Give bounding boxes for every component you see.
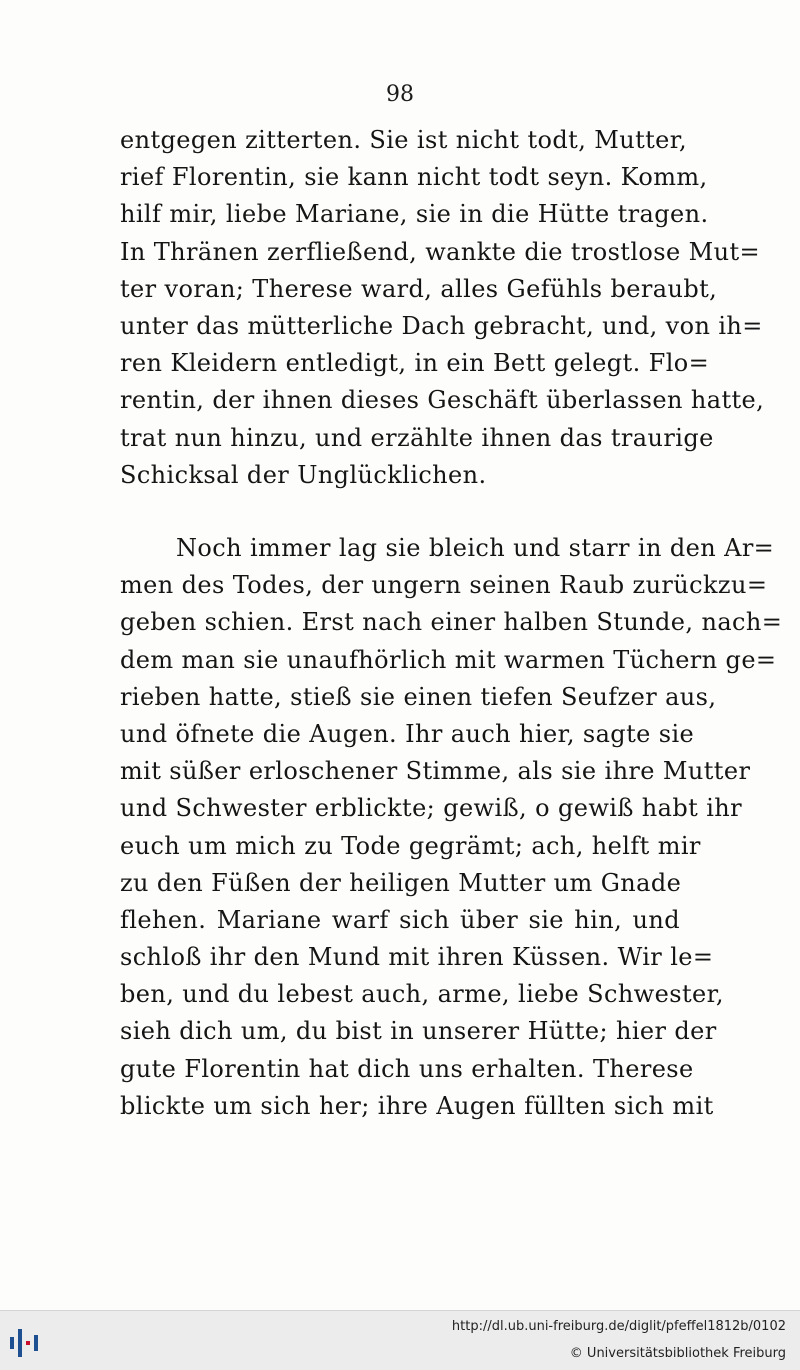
text-line: euch um mich zu Tode gegrämt; ach, helft mir — [120, 831, 701, 860]
text-line: ren Kleidern entledigt, in ein Bett gelegt. Flo= — [120, 349, 710, 378]
permalink-url[interactable]: http://dl.ub.uni-freiburg.de/diglit/pfeffel1812b/0102 — [451, 1319, 786, 1334]
text-line: rieben hatte, stieß sie einen tiefen Seufzer aus, — [120, 682, 717, 711]
page-number: 98 — [386, 82, 414, 107]
paragraph-1 — [120, 122, 765, 494]
text-line: zu den Füßen der heiligen Mutter um Gnade — [120, 868, 682, 897]
footer-bar — [0, 1310, 800, 1370]
logo-bar-1 — [10, 1337, 14, 1349]
logo-bar-2 — [18, 1329, 22, 1357]
text-line: hilf mir, liebe Mariane, sie in die Hütte tragen. — [120, 200, 709, 229]
text-line: Schicksal der Unglücklichen. — [120, 460, 487, 489]
text-line: Noch immer lag sie bleich und starr in den Ar= — [176, 534, 775, 562]
text-line: ter voran; Therese ward, alles Gefühls beraubt, — [120, 274, 718, 303]
text-line: geben schien. Erst nach einer halben Stunde, nach= — [120, 608, 783, 637]
text-line: mit süßer erloschener Stimme, als sie ihre Mutter — [120, 757, 751, 786]
ub-freiburg-logo-icon — [8, 1323, 44, 1363]
text-line: blickte um sich her; ihre Augen füllten sich mit — [120, 1091, 714, 1120]
text-line: flehen. Mariane warf sich über sie hin, und — [120, 905, 680, 934]
text-line: ben, und du lebest auch, arme, liebe Schwester, — [120, 980, 724, 1009]
copyright-text: © Universitätsbibliothek Freiburg — [569, 1346, 786, 1361]
text-line: In Thränen zerfließend, wankte die trostlose Mut= — [120, 237, 761, 266]
logo-bar-3 — [34, 1335, 38, 1351]
logo-dot-red — [26, 1341, 30, 1345]
text-line: sieh dich um, du bist in unserer Hütte; hier der — [120, 1017, 717, 1046]
text-line: und öfnete die Augen. Ihr auch hier, sagte sie — [120, 719, 695, 748]
text-line: unter das mütterliche Dach gebracht, und, von ih= — [120, 311, 763, 340]
text-line: rentin, der ihnen dieses Geschäft überlassen hatte, — [120, 386, 765, 415]
text-line: entgegen zitterten. Sie ist nicht todt, Mutter, — [120, 126, 688, 154]
text-line: schloß ihr den Mund mit ihren Küssen. Wir le= — [120, 943, 714, 972]
text-line: dem man sie unaufhörlich mit warmen Tüchern ge= — [120, 645, 777, 674]
text-line: rief Florentin, sie kann nicht todt seyn. Komm, — [120, 163, 708, 192]
text-line: gute Florentin hat dich uns erhalten. Therese — [120, 1054, 694, 1083]
paragraph-2 — [120, 530, 783, 1125]
text-line: men des Todes, der ungern seinen Raub zurückzu= — [120, 571, 768, 600]
text-line: trat nun hinzu, und erzählte ihnen das traurige — [120, 423, 714, 452]
logo-svg — [8, 1323, 44, 1363]
text-line: und Schwester erblickte; gewiß, o gewiß habt ihr — [120, 794, 743, 823]
